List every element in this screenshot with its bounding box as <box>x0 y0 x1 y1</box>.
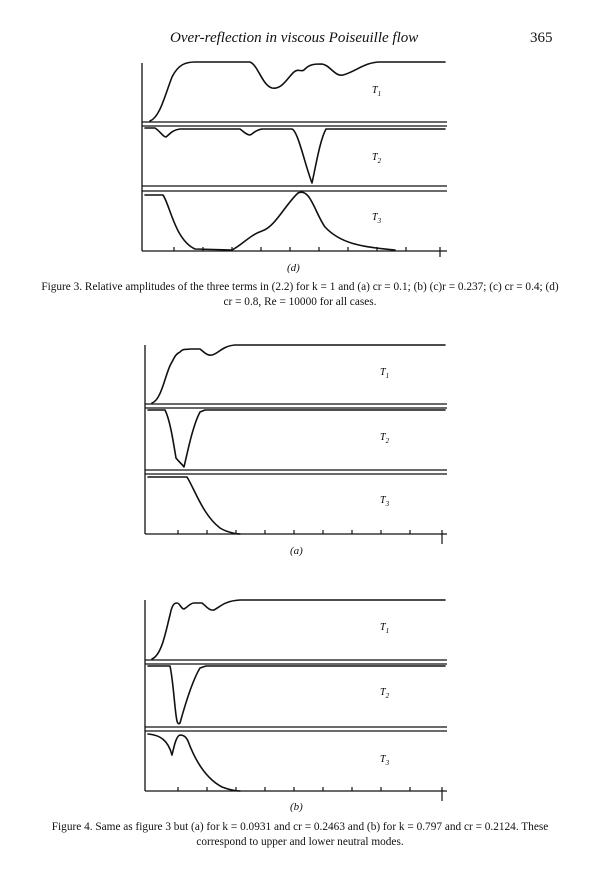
trace-label-t2: $T_2$ <box>372 152 382 165</box>
trace-label-t2: $T_2$ <box>380 687 390 700</box>
trace-t3 <box>148 477 240 534</box>
trace-t2 <box>148 410 445 467</box>
running-header <box>0 30 600 52</box>
trace-label-t3: $T_3$ <box>380 754 390 767</box>
trace-label-t1: $T_1$ <box>380 622 390 635</box>
figure-4-panel-a <box>0 340 600 550</box>
trace-label-t1: $T_1$ <box>380 367 390 380</box>
trace-t3 <box>148 734 240 791</box>
trace-label-t1: $T_1$ <box>372 85 382 98</box>
trace-t3 <box>145 192 395 250</box>
trace-t1 <box>152 345 445 403</box>
x-axis-ticks <box>178 530 442 544</box>
figure-3-panel-d <box>0 55 600 265</box>
page-number: 365 <box>530 30 553 46</box>
trace-t1 <box>152 600 445 659</box>
trace-t1 <box>150 62 445 121</box>
trace-label-t3: $T_3$ <box>372 212 382 225</box>
running-title: Over-reflection in viscous Poiseuille flow <box>170 30 419 46</box>
trace-label-t2: $T_2$ <box>380 432 390 445</box>
figure-4-panel-b <box>0 595 600 805</box>
x-axis-ticks <box>174 247 440 257</box>
x-axis-ticks <box>178 787 442 801</box>
panel-label-4a: (a) <box>290 545 303 557</box>
panel-label-3d: (d) <box>287 262 300 274</box>
trace-t2 <box>148 666 445 724</box>
panel-label-4b: (b) <box>290 801 303 813</box>
trace-label-t3: $T_3$ <box>380 495 390 508</box>
figure-3-caption: Figure 3. Relative amplitudes of the three terms in (2.2) for k = 1 and (a) cr = 0.1; (b) (c)r = 0.237; (c) cr = 0.4; (d) cr = 0.8, Re = 10000 for all cases. <box>41 281 559 308</box>
figure-4-caption: Figure 4. Same as figure 3 but (a) for k = 0.0931 and cr = 0.2463 and (b) for k = 0.797 and cr = 0.2124. These correspond to upper and lower neutral modes. <box>51 821 549 848</box>
trace-t2 <box>145 128 445 183</box>
